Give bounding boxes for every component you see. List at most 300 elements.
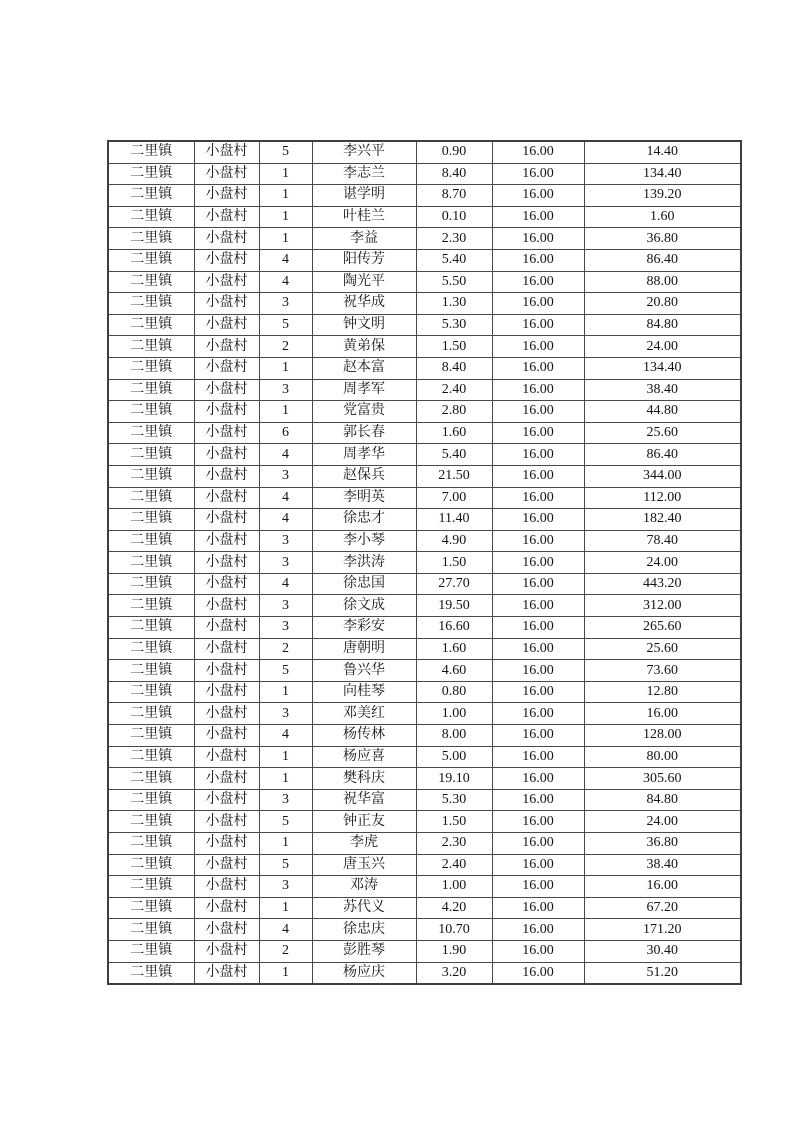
table-row bbox=[108, 833, 741, 855]
table-cell: 2.40 bbox=[416, 854, 492, 876]
table-cell: 小盘村 bbox=[194, 811, 259, 833]
table-cell: 38.40 bbox=[584, 379, 741, 401]
table-cell: 4 bbox=[259, 487, 312, 509]
table-cell: 2 bbox=[259, 336, 312, 358]
table-cell: 16.00 bbox=[492, 530, 584, 552]
table-cell: 11.40 bbox=[416, 509, 492, 531]
table-cell: 二里镇 bbox=[108, 530, 194, 552]
table-cell: 171.20 bbox=[584, 919, 741, 941]
table-cell: 7.00 bbox=[416, 487, 492, 509]
table-cell: 1 bbox=[259, 768, 312, 790]
table-row bbox=[108, 163, 741, 185]
table-cell: 16.00 bbox=[492, 422, 584, 444]
table-cell: 3 bbox=[259, 379, 312, 401]
table-cell: 5 bbox=[259, 660, 312, 682]
table-cell: 16.00 bbox=[492, 487, 584, 509]
table-cell: 二里镇 bbox=[108, 703, 194, 725]
table-cell: 小盘村 bbox=[194, 660, 259, 682]
table-cell: 20.80 bbox=[584, 293, 741, 315]
table-cell: 2.30 bbox=[416, 228, 492, 250]
table-cell: 5.50 bbox=[416, 271, 492, 293]
table-cell: 小盘村 bbox=[194, 919, 259, 941]
table-cell: 134.40 bbox=[584, 357, 741, 379]
table-cell: 16.00 bbox=[584, 876, 741, 898]
table-cell: 2 bbox=[259, 638, 312, 660]
table-cell: 小盘村 bbox=[194, 206, 259, 228]
table-row bbox=[108, 422, 741, 444]
table-cell: 1.60 bbox=[416, 638, 492, 660]
table-cell: 唐玉兴 bbox=[312, 854, 416, 876]
table-cell: 16.00 bbox=[492, 163, 584, 185]
table-cell: 李虎 bbox=[312, 833, 416, 855]
table-row bbox=[108, 940, 741, 962]
table-cell: 李兴平 bbox=[312, 141, 416, 163]
table-cell: 徐文成 bbox=[312, 595, 416, 617]
table-cell: 305.60 bbox=[584, 768, 741, 790]
table-row bbox=[108, 293, 741, 315]
table-cell: 134.40 bbox=[584, 163, 741, 185]
table-cell: 16.00 bbox=[492, 552, 584, 574]
table-cell: 1 bbox=[259, 746, 312, 768]
table-cell: 钟文明 bbox=[312, 314, 416, 336]
table-cell: 钟正友 bbox=[312, 811, 416, 833]
table-cell: 徐忠才 bbox=[312, 509, 416, 531]
table-cell: 16.60 bbox=[416, 617, 492, 639]
table-cell: 黄弟保 bbox=[312, 336, 416, 358]
table-row bbox=[108, 509, 741, 531]
table-cell: 周孝华 bbox=[312, 444, 416, 466]
table-cell: 1.60 bbox=[584, 206, 741, 228]
table-cell: 1 bbox=[259, 681, 312, 703]
table-cell: 小盘村 bbox=[194, 314, 259, 336]
table-cell: 16.00 bbox=[492, 919, 584, 941]
table-cell: 16.00 bbox=[492, 703, 584, 725]
table-cell: 2.80 bbox=[416, 401, 492, 423]
table-cell: 小盘村 bbox=[194, 573, 259, 595]
table-cell: 1.90 bbox=[416, 940, 492, 962]
table-cell: 徐忠国 bbox=[312, 573, 416, 595]
table-cell: 16.00 bbox=[492, 638, 584, 660]
table-cell: 8.40 bbox=[416, 357, 492, 379]
table-cell: 2.30 bbox=[416, 833, 492, 855]
table-cell: 19.50 bbox=[416, 595, 492, 617]
table-cell: 16.00 bbox=[492, 746, 584, 768]
table-cell: 郭长春 bbox=[312, 422, 416, 444]
table-row bbox=[108, 401, 741, 423]
table-cell: 112.00 bbox=[584, 487, 741, 509]
table-cell: 1 bbox=[259, 185, 312, 207]
table-cell: 16.00 bbox=[492, 681, 584, 703]
table-cell: 86.40 bbox=[584, 249, 741, 271]
table-cell: 二里镇 bbox=[108, 271, 194, 293]
table-cell: 16.00 bbox=[492, 833, 584, 855]
table-cell: 小盘村 bbox=[194, 833, 259, 855]
table-cell: 16.00 bbox=[492, 940, 584, 962]
table-row bbox=[108, 228, 741, 250]
table-cell: 二里镇 bbox=[108, 185, 194, 207]
table-cell: 1.50 bbox=[416, 336, 492, 358]
table-cell: 二里镇 bbox=[108, 833, 194, 855]
table-row bbox=[108, 573, 741, 595]
table-cell: 小盘村 bbox=[194, 530, 259, 552]
table-cell: 1 bbox=[259, 163, 312, 185]
table-row bbox=[108, 789, 741, 811]
table-cell: 二里镇 bbox=[108, 357, 194, 379]
table-cell: 16.00 bbox=[492, 206, 584, 228]
table-cell: 二里镇 bbox=[108, 444, 194, 466]
table-cell: 1 bbox=[259, 206, 312, 228]
table-cell: 二里镇 bbox=[108, 789, 194, 811]
table-cell: 小盘村 bbox=[194, 509, 259, 531]
table-cell: 二里镇 bbox=[108, 249, 194, 271]
table-row bbox=[108, 336, 741, 358]
table-cell: 16.00 bbox=[492, 249, 584, 271]
table-cell: 78.40 bbox=[584, 530, 741, 552]
table-cell: 16.00 bbox=[492, 962, 584, 984]
table-cell: 3 bbox=[259, 465, 312, 487]
table-cell: 4.60 bbox=[416, 660, 492, 682]
table-cell: 0.80 bbox=[416, 681, 492, 703]
table-cell: 二里镇 bbox=[108, 681, 194, 703]
table-cell: 向桂琴 bbox=[312, 681, 416, 703]
table-row bbox=[108, 249, 741, 271]
table-cell: 80.00 bbox=[584, 746, 741, 768]
table-cell: 16.00 bbox=[492, 336, 584, 358]
table-cell: 小盘村 bbox=[194, 789, 259, 811]
table-cell: 88.00 bbox=[584, 271, 741, 293]
table-cell: 二里镇 bbox=[108, 811, 194, 833]
table-cell: 16.00 bbox=[492, 617, 584, 639]
table-cell: 0.10 bbox=[416, 206, 492, 228]
table-cell: 4 bbox=[259, 509, 312, 531]
table-cell: 小盘村 bbox=[194, 552, 259, 574]
table-row bbox=[108, 811, 741, 833]
table-cell: 16.00 bbox=[492, 465, 584, 487]
table-cell: 1.50 bbox=[416, 552, 492, 574]
table-row bbox=[108, 962, 741, 984]
table-cell: 73.60 bbox=[584, 660, 741, 682]
table-cell: 16.00 bbox=[492, 271, 584, 293]
table-cell: 16.00 bbox=[492, 897, 584, 919]
table-cell: 二里镇 bbox=[108, 617, 194, 639]
table-cell: 小盘村 bbox=[194, 228, 259, 250]
table-cell: 16.00 bbox=[492, 854, 584, 876]
table-cell: 祝华富 bbox=[312, 789, 416, 811]
table-cell: 182.40 bbox=[584, 509, 741, 531]
table-cell: 小盘村 bbox=[194, 185, 259, 207]
table-cell: 二里镇 bbox=[108, 141, 194, 163]
table-cell: 8.00 bbox=[416, 725, 492, 747]
table-cell: 二里镇 bbox=[108, 401, 194, 423]
table-row bbox=[108, 725, 741, 747]
table-cell: 小盘村 bbox=[194, 163, 259, 185]
table-cell: 鲁兴华 bbox=[312, 660, 416, 682]
table-row bbox=[108, 876, 741, 898]
table-cell: 小盘村 bbox=[194, 595, 259, 617]
table-row bbox=[108, 746, 741, 768]
table-cell: 16.00 bbox=[492, 789, 584, 811]
table-cell: 24.00 bbox=[584, 811, 741, 833]
table-cell: 25.60 bbox=[584, 638, 741, 660]
table-cell: 5.30 bbox=[416, 789, 492, 811]
table-cell: 139.20 bbox=[584, 185, 741, 207]
table-cell: 4 bbox=[259, 919, 312, 941]
table-cell: 3 bbox=[259, 293, 312, 315]
table-cell: 1.00 bbox=[416, 876, 492, 898]
table-cell: 5.40 bbox=[416, 249, 492, 271]
table-row bbox=[108, 141, 741, 163]
table-cell: 小盘村 bbox=[194, 336, 259, 358]
table-cell: 4.20 bbox=[416, 897, 492, 919]
table-cell: 84.80 bbox=[584, 789, 741, 811]
table-cell: 16.00 bbox=[492, 509, 584, 531]
table-cell: 3 bbox=[259, 789, 312, 811]
table-cell: 38.40 bbox=[584, 854, 741, 876]
table-cell: 小盘村 bbox=[194, 249, 259, 271]
table-cell: 小盘村 bbox=[194, 357, 259, 379]
table-cell: 84.80 bbox=[584, 314, 741, 336]
table-cell: 小盘村 bbox=[194, 422, 259, 444]
table-cell: 李明英 bbox=[312, 487, 416, 509]
table-cell: 樊科庆 bbox=[312, 768, 416, 790]
table-cell: 苏代义 bbox=[312, 897, 416, 919]
table-cell: 1.00 bbox=[416, 703, 492, 725]
table-cell: 党富贵 bbox=[312, 401, 416, 423]
table-cell: 唐朝明 bbox=[312, 638, 416, 660]
table-row bbox=[108, 638, 741, 660]
table-cell: 16.00 bbox=[492, 811, 584, 833]
table-row bbox=[108, 703, 741, 725]
table-cell: 16.00 bbox=[492, 357, 584, 379]
table-cell: 16.00 bbox=[492, 768, 584, 790]
table-cell: 86.40 bbox=[584, 444, 741, 466]
table-row bbox=[108, 552, 741, 574]
table-cell: 8.40 bbox=[416, 163, 492, 185]
table-cell: 小盘村 bbox=[194, 897, 259, 919]
table-cell: 0.90 bbox=[416, 141, 492, 163]
table-row bbox=[108, 465, 741, 487]
table-row bbox=[108, 660, 741, 682]
table-row bbox=[108, 897, 741, 919]
table-cell: 邓美红 bbox=[312, 703, 416, 725]
table-cell: 128.00 bbox=[584, 725, 741, 747]
table-cell: 16.00 bbox=[492, 401, 584, 423]
table-cell: 2.40 bbox=[416, 379, 492, 401]
table-cell: 36.80 bbox=[584, 228, 741, 250]
table-cell: 小盘村 bbox=[194, 681, 259, 703]
table-cell: 赵保兵 bbox=[312, 465, 416, 487]
table-cell: 3 bbox=[259, 552, 312, 574]
table-cell: 小盘村 bbox=[194, 401, 259, 423]
table-cell: 21.50 bbox=[416, 465, 492, 487]
table-cell: 10.70 bbox=[416, 919, 492, 941]
table-cell: 小盘村 bbox=[194, 962, 259, 984]
table-cell: 李彩安 bbox=[312, 617, 416, 639]
table-cell: 二里镇 bbox=[108, 919, 194, 941]
table-cell: 5 bbox=[259, 141, 312, 163]
table-cell: 1 bbox=[259, 897, 312, 919]
table-cell: 小盘村 bbox=[194, 293, 259, 315]
table-cell: 16.00 bbox=[492, 725, 584, 747]
table-cell: 4 bbox=[259, 249, 312, 271]
table-cell: 24.00 bbox=[584, 552, 741, 574]
table-cell: 16.00 bbox=[584, 703, 741, 725]
table-cell: 二里镇 bbox=[108, 962, 194, 984]
table-row bbox=[108, 444, 741, 466]
table-cell: 4 bbox=[259, 271, 312, 293]
table-cell: 265.60 bbox=[584, 617, 741, 639]
table-cell: 二里镇 bbox=[108, 746, 194, 768]
table-cell: 彭胜琴 bbox=[312, 940, 416, 962]
table-cell: 3 bbox=[259, 703, 312, 725]
table-cell: 3.20 bbox=[416, 962, 492, 984]
table-cell: 二里镇 bbox=[108, 336, 194, 358]
table-row bbox=[108, 379, 741, 401]
table-cell: 12.80 bbox=[584, 681, 741, 703]
table-cell: 小盘村 bbox=[194, 444, 259, 466]
table-cell: 二里镇 bbox=[108, 465, 194, 487]
table-cell: 杨应庆 bbox=[312, 962, 416, 984]
table-cell: 5 bbox=[259, 854, 312, 876]
table-cell: 小盘村 bbox=[194, 638, 259, 660]
table-cell: 16.00 bbox=[492, 573, 584, 595]
table-cell: 二里镇 bbox=[108, 725, 194, 747]
table-cell: 16.00 bbox=[492, 228, 584, 250]
table-cell: 3 bbox=[259, 530, 312, 552]
table-cell: 二里镇 bbox=[108, 206, 194, 228]
table-cell: 16.00 bbox=[492, 660, 584, 682]
table-cell: 1.30 bbox=[416, 293, 492, 315]
table-cell: 杨应喜 bbox=[312, 746, 416, 768]
table-cell: 4 bbox=[259, 444, 312, 466]
table-cell: 312.00 bbox=[584, 595, 741, 617]
table-cell: 二里镇 bbox=[108, 768, 194, 790]
table-cell: 5 bbox=[259, 811, 312, 833]
table-cell: 李益 bbox=[312, 228, 416, 250]
table-cell: 5.40 bbox=[416, 444, 492, 466]
table-cell: 443.20 bbox=[584, 573, 741, 595]
table-row bbox=[108, 595, 741, 617]
table-cell: 小盘村 bbox=[194, 141, 259, 163]
table-cell: 二里镇 bbox=[108, 163, 194, 185]
table-cell: 二里镇 bbox=[108, 638, 194, 660]
table-cell: 16.00 bbox=[492, 595, 584, 617]
table-cell: 李小琴 bbox=[312, 530, 416, 552]
table-cell: 小盘村 bbox=[194, 379, 259, 401]
table-cell: 二里镇 bbox=[108, 854, 194, 876]
table-cell: 二里镇 bbox=[108, 897, 194, 919]
table-cell: 陶光平 bbox=[312, 271, 416, 293]
table-cell: 二里镇 bbox=[108, 422, 194, 444]
table-cell: 二里镇 bbox=[108, 228, 194, 250]
table-cell: 小盘村 bbox=[194, 617, 259, 639]
payment-table-body bbox=[108, 141, 741, 984]
table-cell: 二里镇 bbox=[108, 509, 194, 531]
table-cell: 邓涛 bbox=[312, 876, 416, 898]
table-cell: 16.00 bbox=[492, 185, 584, 207]
table-cell: 3 bbox=[259, 595, 312, 617]
table-cell: 小盘村 bbox=[194, 876, 259, 898]
table-cell: 3 bbox=[259, 876, 312, 898]
table-cell: 16.00 bbox=[492, 379, 584, 401]
table-cell: 祝华成 bbox=[312, 293, 416, 315]
table-cell: 二里镇 bbox=[108, 379, 194, 401]
table-row bbox=[108, 919, 741, 941]
table-cell: 周孝军 bbox=[312, 379, 416, 401]
table-cell: 30.40 bbox=[584, 940, 741, 962]
table-cell: 1 bbox=[259, 357, 312, 379]
table-cell: 杨传林 bbox=[312, 725, 416, 747]
table-cell: 二里镇 bbox=[108, 940, 194, 962]
table-cell: 小盘村 bbox=[194, 768, 259, 790]
table-cell: 二里镇 bbox=[108, 660, 194, 682]
table-cell: 16.00 bbox=[492, 876, 584, 898]
table-cell: 小盘村 bbox=[194, 725, 259, 747]
table-row bbox=[108, 185, 741, 207]
table-row bbox=[108, 357, 741, 379]
table-cell: 小盘村 bbox=[194, 465, 259, 487]
table-cell: 6 bbox=[259, 422, 312, 444]
table-cell: 5 bbox=[259, 314, 312, 336]
table-cell: 3 bbox=[259, 617, 312, 639]
table-row bbox=[108, 206, 741, 228]
table-row bbox=[108, 854, 741, 876]
table-cell: 25.60 bbox=[584, 422, 741, 444]
table-cell: 小盘村 bbox=[194, 746, 259, 768]
table-cell: 14.40 bbox=[584, 141, 741, 163]
table-cell: 小盘村 bbox=[194, 854, 259, 876]
table-cell: 阳传芳 bbox=[312, 249, 416, 271]
table-cell: 19.10 bbox=[416, 768, 492, 790]
table-cell: 4 bbox=[259, 725, 312, 747]
table-cell: 5.30 bbox=[416, 314, 492, 336]
table-row bbox=[108, 681, 741, 703]
table-cell: 1 bbox=[259, 962, 312, 984]
table-cell: 1.50 bbox=[416, 811, 492, 833]
table-cell: 1 bbox=[259, 833, 312, 855]
table-cell: 二里镇 bbox=[108, 595, 194, 617]
table-cell: 二里镇 bbox=[108, 876, 194, 898]
table-cell: 5.00 bbox=[416, 746, 492, 768]
table-cell: 1 bbox=[259, 401, 312, 423]
table-cell: 李洪涛 bbox=[312, 552, 416, 574]
table-row bbox=[108, 314, 741, 336]
table-cell: 小盘村 bbox=[194, 940, 259, 962]
table-row bbox=[108, 768, 741, 790]
table-cell: 小盘村 bbox=[194, 271, 259, 293]
payment-table bbox=[107, 140, 742, 985]
table-cell: 16.00 bbox=[492, 314, 584, 336]
table-cell: 27.70 bbox=[416, 573, 492, 595]
table-cell: 24.00 bbox=[584, 336, 741, 358]
table-row bbox=[108, 271, 741, 293]
table-cell: 51.20 bbox=[584, 962, 741, 984]
table-cell: 徐忠庆 bbox=[312, 919, 416, 941]
table-cell: 叶桂兰 bbox=[312, 206, 416, 228]
table-cell: 2 bbox=[259, 940, 312, 962]
table-cell: 67.20 bbox=[584, 897, 741, 919]
table-cell: 344.00 bbox=[584, 465, 741, 487]
table-cell: 8.70 bbox=[416, 185, 492, 207]
table-cell: 16.00 bbox=[492, 293, 584, 315]
table-cell: 小盘村 bbox=[194, 487, 259, 509]
table-cell: 赵本富 bbox=[312, 357, 416, 379]
table-cell: 1 bbox=[259, 228, 312, 250]
table-cell: 二里镇 bbox=[108, 487, 194, 509]
table-cell: 二里镇 bbox=[108, 573, 194, 595]
table-row bbox=[108, 487, 741, 509]
table-row bbox=[108, 617, 741, 639]
